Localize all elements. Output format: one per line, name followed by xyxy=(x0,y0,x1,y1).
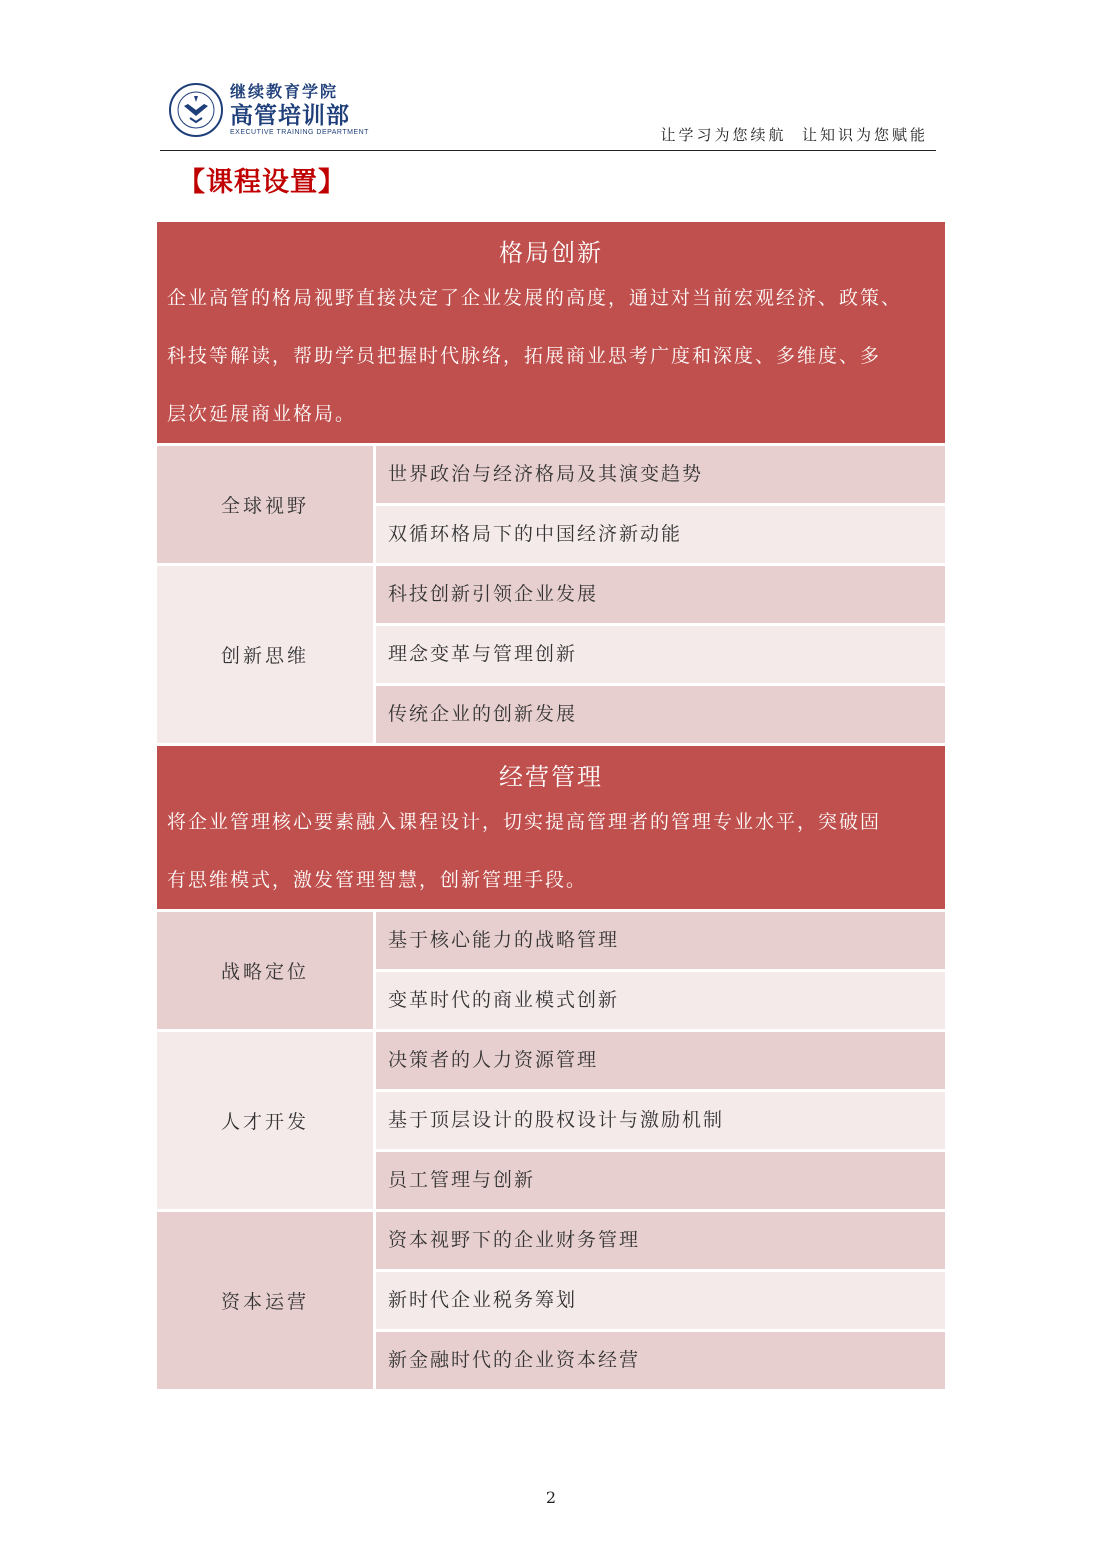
module-description-line: 科技等解读，帮助学员把握时代脉络，拓展商业思考广度和深度、多维度、多 xyxy=(167,345,882,367)
module-band xyxy=(157,222,945,446)
logo-line1: 继续教育学院 xyxy=(230,82,339,101)
course-items xyxy=(376,446,945,563)
course-item: 决策者的人力资源管理 xyxy=(376,1032,945,1092)
course-category: 战略定位 xyxy=(157,912,376,1029)
course-items xyxy=(376,566,945,743)
course-category: 全球视野 xyxy=(157,446,376,563)
course-item: 世界政治与经济格局及其演变趋势 xyxy=(376,446,945,506)
course-item: 理念变革与管理创新 xyxy=(376,626,945,686)
university-seal-logo xyxy=(168,82,224,138)
course-item: 传统企业的创新发展 xyxy=(376,686,945,743)
module-description-line: 层次延展商业格局。 xyxy=(167,403,357,425)
module-description-line: 将企业管理核心要素融入课程设计，切实提高管理者的管理专业水平，突破固 xyxy=(167,811,882,833)
module-band xyxy=(157,746,945,912)
course-group xyxy=(157,1212,945,1392)
section-title: 【课程设置】 xyxy=(178,167,346,198)
course-category: 创新思维 xyxy=(157,566,376,743)
course-table xyxy=(157,222,945,1392)
logo-line2: 高管培训部 xyxy=(230,102,350,128)
course-category: 人才开发 xyxy=(157,1032,376,1209)
course-item: 变革时代的商业模式创新 xyxy=(376,972,945,1029)
course-group xyxy=(157,912,945,1032)
course-group xyxy=(157,446,945,566)
course-item: 基于核心能力的战略管理 xyxy=(376,912,945,972)
course-group xyxy=(157,1032,945,1212)
logo-text xyxy=(230,82,369,138)
module-description-line: 企业高管的格局视野直接决定了企业发展的高度，通过对当前宏观经济、政策、 xyxy=(167,287,903,309)
course-group xyxy=(157,566,945,746)
course-item: 新金融时代的企业资本经营 xyxy=(376,1332,945,1389)
page-number: 2 xyxy=(545,1488,557,1507)
course-item: 双循环格局下的中国经济新动能 xyxy=(376,506,945,563)
module-title: 格局创新 xyxy=(499,239,603,267)
course-item: 新时代企业税务筹划 xyxy=(376,1272,945,1332)
module-title: 经营管理 xyxy=(499,763,603,791)
course-item: 员工管理与创新 xyxy=(376,1152,945,1209)
course-item: 科技创新引领企业发展 xyxy=(376,566,945,626)
course-item: 基于顶层设计的股权设计与激励机制 xyxy=(376,1092,945,1152)
module-description-line: 有思维模式，激发管理智慧，创新管理手段。 xyxy=(167,869,588,891)
header-slogan: 让学习为您续航 让知识为您赋能 xyxy=(660,126,928,144)
logo-line3: EXECUTIVE TRAINING DEPARTMENT xyxy=(230,129,369,136)
course-item: 资本视野下的企业财务管理 xyxy=(376,1212,945,1272)
page-header xyxy=(160,78,936,151)
course-category: 资本运营 xyxy=(157,1212,376,1389)
course-items xyxy=(376,1212,945,1389)
course-items xyxy=(376,912,945,1029)
course-items xyxy=(376,1032,945,1209)
